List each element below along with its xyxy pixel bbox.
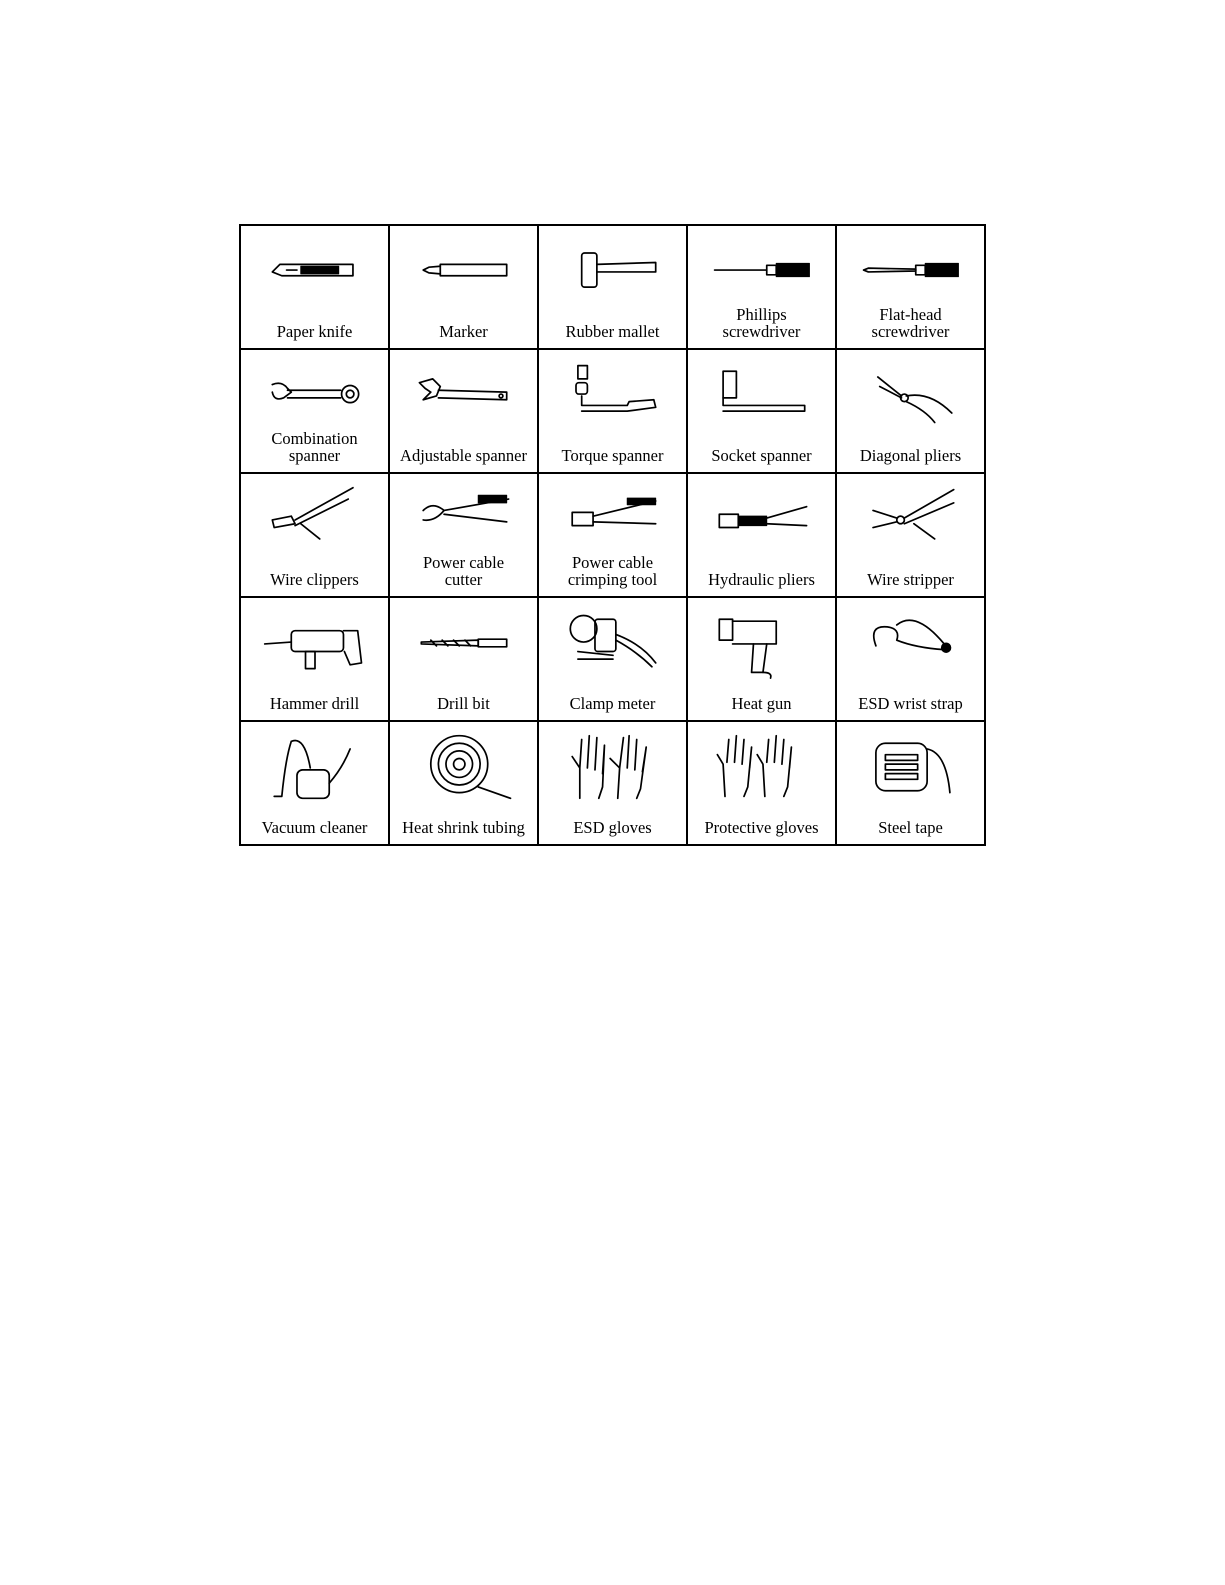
tool-label: Power cable cutter [422,553,505,589]
tool-cell [687,597,836,721]
tool-label: Heat shrink tubing [402,818,525,837]
heat-gun-icon [688,604,835,682]
tool-cell [538,349,687,473]
tool-label: Adjustable spanner [400,446,527,465]
tool-cell-content [688,722,835,844]
tool-cell-content [688,474,835,596]
table-row [240,349,985,473]
tool-cell [687,349,836,473]
tool-cell [836,349,985,473]
tool-cell-content [390,350,537,472]
tool-cell-content [390,722,537,844]
tool-label: ESD wrist strap [858,694,963,713]
tool-cell [538,597,687,721]
flat-head-screwdriver-icon [837,232,984,310]
tool-cell-content [837,474,984,596]
torque-spanner-icon [539,356,686,434]
tool-cell-content [241,474,388,596]
tool-label: Wire clippers [270,570,359,589]
tool-cell [389,349,538,473]
tool-label: Rubber mallet [565,322,660,341]
tool-cell-content [241,350,388,472]
esd-wrist-strap-icon [837,604,984,682]
socket-spanner-icon [688,356,835,434]
paper-knife-icon [241,232,388,310]
tool-cell-content [688,598,835,720]
tool-label: Socket spanner [711,446,812,465]
tool-table [239,224,986,846]
tool-cell-content [837,350,984,472]
wire-stripper-icon [837,480,984,558]
tool-cell-content [539,722,686,844]
drill-bit-icon [390,604,537,682]
tool-label: Hydraulic pliers [708,570,815,589]
rubber-mallet-icon [539,232,686,310]
tool-cell-content [688,226,835,348]
tool-cell [240,597,389,721]
steel-tape-icon [837,728,984,806]
tool-cell-content [241,722,388,844]
table-row [240,225,985,349]
tool-label: Wire stripper [867,570,954,589]
tool-label: Steel tape [878,818,943,837]
clamp-meter-icon [539,604,686,682]
phillips-screwdriver-icon [688,232,835,310]
tool-cell-content [241,598,388,720]
tool-cell-content [837,226,984,348]
tool-cell [836,597,985,721]
tool-cell [240,721,389,845]
tool-cell [687,473,836,597]
tool-cell [240,473,389,597]
tool-cell [836,225,985,349]
table-row [240,721,985,845]
table-row [240,597,985,721]
tool-cell [240,349,389,473]
tool-cell [389,225,538,349]
hydraulic-pliers-icon [688,480,835,558]
tool-cell [836,721,985,845]
vacuum-cleaner-icon [241,728,388,806]
tool-label: Protective gloves [704,818,819,837]
tool-cell [389,473,538,597]
adjustable-spanner-icon [390,356,537,434]
tool-cell [389,597,538,721]
tool-cell [538,473,687,597]
combination-spanner-icon [241,356,388,434]
hammer-drill-icon [241,604,388,682]
heat-shrink-tubing-icon [390,728,537,806]
tool-label: Hammer drill [269,694,360,713]
tool-cell-content [539,474,686,596]
wire-clippers-icon [241,480,388,558]
tool-cell-content [241,226,388,348]
protective-gloves-icon [688,728,835,806]
tool-cell-content [688,350,835,472]
tool-cell-content [390,226,537,348]
esd-gloves-icon [539,728,686,806]
power-cable-crimping-tool-icon [539,480,686,558]
tool-label: Drill bit [437,694,490,713]
tool-label: Diagonal pliers [859,446,962,465]
tool-label: Power cable crimping tool [567,553,658,589]
tool-label: Flat-head screwdriver [871,305,950,341]
tool-label: Vacuum cleaner [261,818,368,837]
tool-cell [687,225,836,349]
tool-cell-content [390,474,537,596]
table-row [240,473,985,597]
tool-cell-content [837,722,984,844]
marker-icon [390,232,537,310]
tool-label: Heat gun [731,694,792,713]
tool-label: Phillips screwdriver [722,305,801,341]
tool-cell-content [539,350,686,472]
tool-cell-content [539,598,686,720]
tool-label: Marker [439,322,488,341]
diagonal-pliers-icon [837,356,984,434]
tool-label: ESD gloves [573,818,652,837]
tool-label: Combination spanner [271,429,358,465]
tool-cell [687,721,836,845]
power-cable-cutter-icon [390,480,537,558]
tool-cell [836,473,985,597]
tool-cell [538,721,687,845]
tool-label: Torque spanner [561,446,664,465]
tool-cell [240,225,389,349]
tool-cell [538,225,687,349]
tool-label: Paper knife [276,322,353,341]
tool-label: Clamp meter [569,694,656,713]
tool-cell [389,721,538,845]
tool-cell-content [539,226,686,348]
tool-cell-content [390,598,537,720]
tool-cell-content [837,598,984,720]
